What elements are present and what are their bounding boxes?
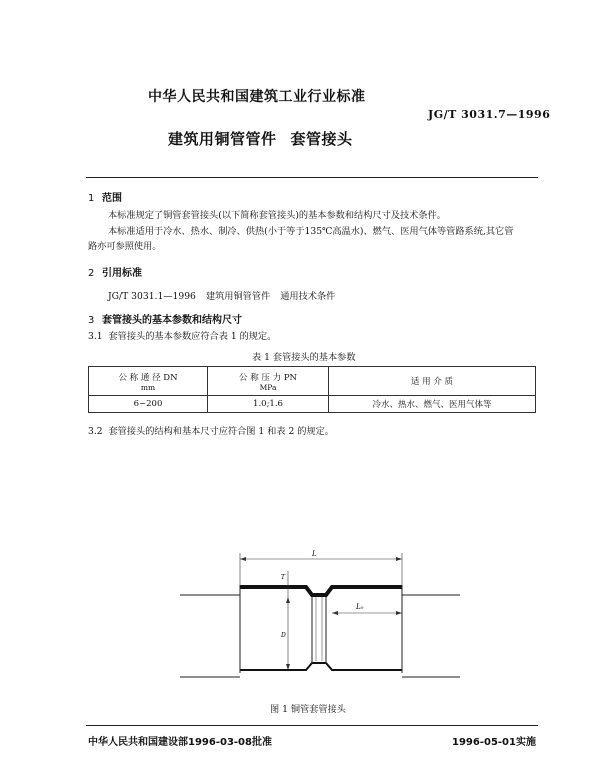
figure-label-L0: L₀ — [356, 603, 364, 611]
figure-label-T: T — [281, 574, 286, 581]
issuing-standard-header: 中华人民共和国建筑工业行业标准 — [148, 89, 366, 105]
clause-3-1: 3.1 套管接头的基本参数应符合表 1 的规定。 — [88, 331, 277, 342]
title-main: 建筑用铜管管件 — [168, 130, 277, 148]
table-cell-pn: 1.0;1.6 — [208, 396, 329, 413]
table-1-caption: 表 1 套管接头的基本参数 — [252, 352, 356, 363]
clause-3-2: 3.2 套管接头的结构和基本尺寸应符合图 1 和表 2 的规定。 — [88, 426, 334, 437]
figure-label-L: L — [312, 550, 317, 558]
figure-1-caption: 图 1 铜管套管接头 — [270, 704, 346, 715]
section-1-para-2: 本标准适用于冷水、热水、制冷、供热(小于等于135℃高温水)、燃气、医用气体等管路系统,其它管 — [108, 226, 514, 237]
approval-note: 中华人民共和国建设部1996-03-08批准 — [88, 737, 272, 748]
figure-label-D: D — [281, 632, 286, 639]
section-2-heading: 2 引用标准 — [88, 268, 142, 279]
standard-number: JG/T 3031.7—1996 — [428, 108, 551, 121]
implementation-date: 1996-05-01实施 — [452, 737, 536, 748]
table-cell-dn: 6~200 — [89, 396, 208, 413]
table-head-dn: 公 称 通 径 DN mm — [89, 367, 208, 396]
section-1-para-1: 本标准规定了铜管套管接头(以下简称套管接头)的基本参数和结构尺寸及技术条件。 — [108, 210, 446, 221]
normative-reference: JG/T 3031.1—1996 建筑用铜管管件 通用技术条件 — [108, 291, 336, 302]
header-rule — [86, 177, 538, 178]
section-3-heading: 3 套管接头的基本参数和结构尺寸 — [88, 315, 242, 326]
table-head-medium: 适 用 介 质 — [329, 367, 536, 396]
table-head-pn: 公 称 压 力 PN MPa — [208, 367, 329, 396]
section-1-heading: 1 范围 — [88, 193, 122, 204]
footer-rule — [86, 725, 538, 726]
section-1-para-3: 路亦可参照使用。 — [88, 241, 162, 252]
document-title — [168, 128, 353, 149]
title-sub: 套管接头 — [290, 130, 353, 148]
table-cell-medium: 冷水、热水、燃气、医用气体等 — [329, 396, 536, 413]
figure-1-sleeve-coupling — [180, 545, 460, 680]
table-1-basic-parameters — [88, 366, 536, 413]
